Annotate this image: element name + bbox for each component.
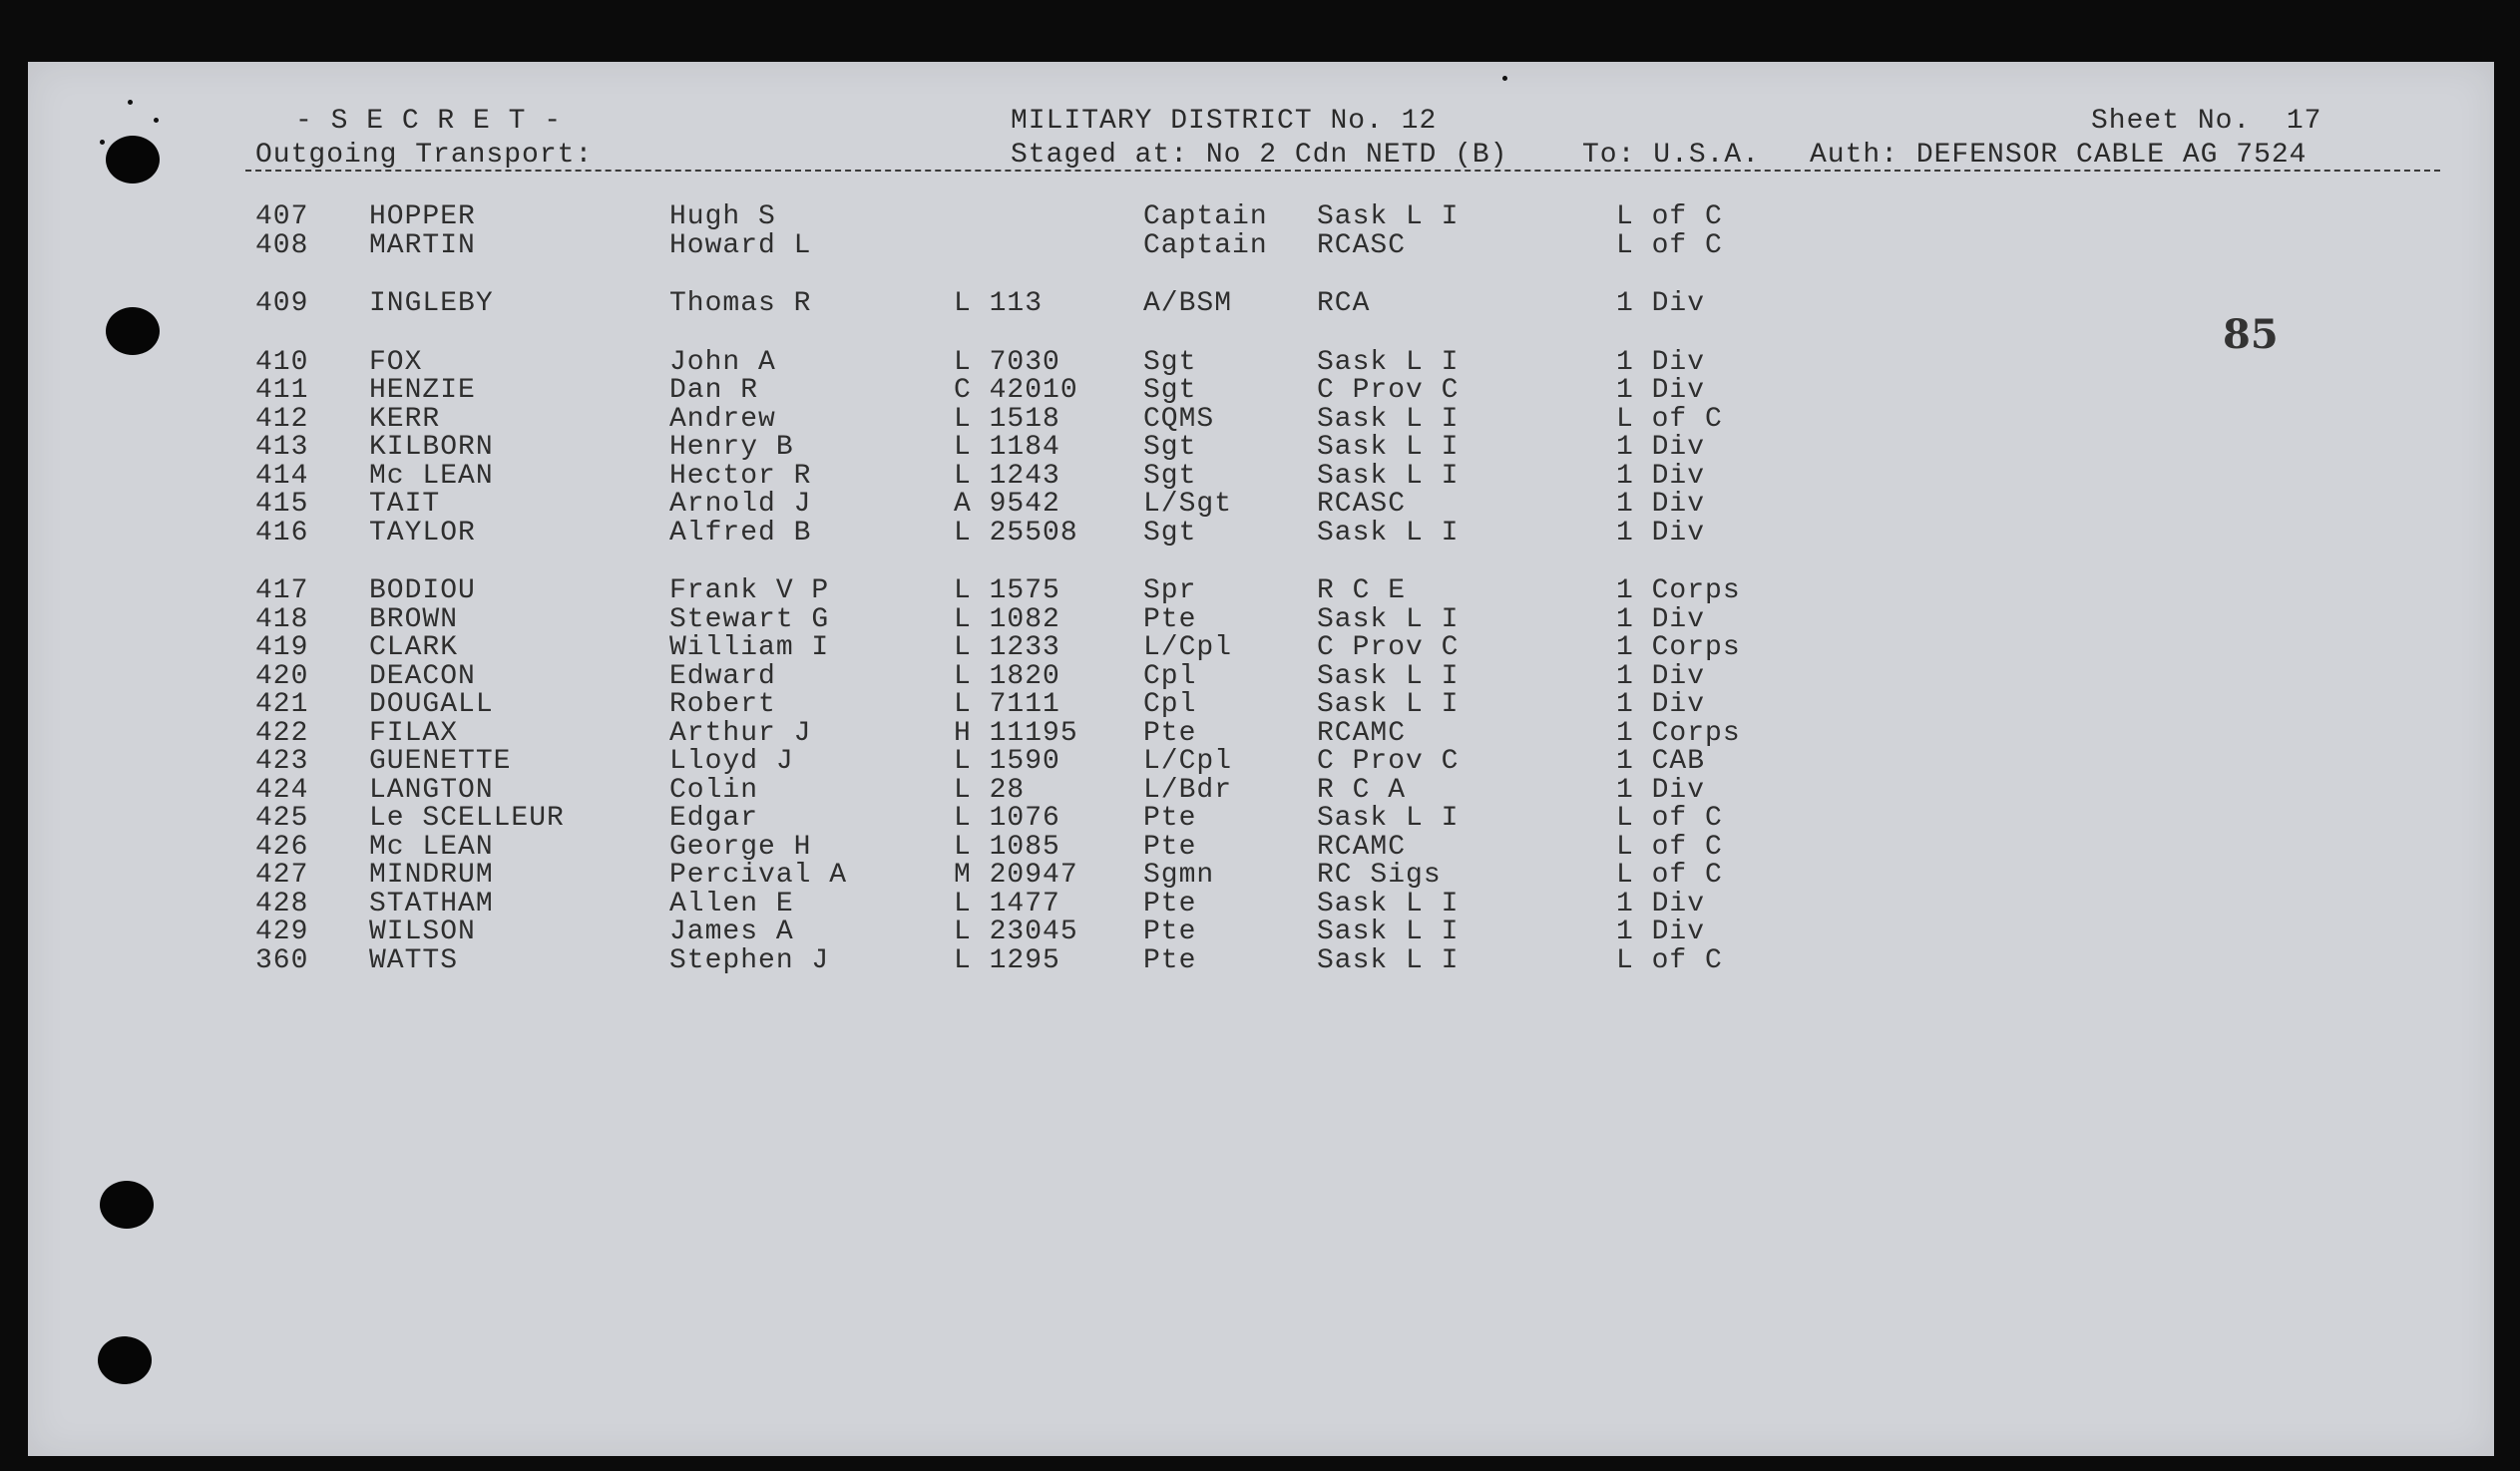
surname: INGLEBY [369,288,494,319]
entry-number: 422 [255,718,309,749]
given-names: Lloyd J [669,746,794,777]
rank: Captain [1143,201,1268,232]
formation: 1 Div [1616,375,1706,406]
formation: 1 Div [1616,889,1706,919]
formation: 1 Div [1616,661,1706,692]
given-names: Hector R [669,461,812,492]
entry-number: 429 [255,917,309,947]
given-names: Stewart G [669,604,830,635]
entry-number: 417 [255,575,309,606]
surname: CLARK [369,632,459,663]
regimental-number: L 1076 [954,803,1060,834]
formation: 1 Div [1616,432,1706,463]
entry-number: 418 [255,604,309,635]
formation: 1 Div [1616,604,1706,635]
formation: 1 Div [1616,489,1706,520]
rank: Spr [1143,575,1197,606]
destination: To: U.S.A. [1582,140,1761,171]
rank: Sgt [1143,432,1197,463]
regimental-number: L 7030 [954,347,1060,378]
formation: 1 Corps [1616,575,1741,606]
given-names: Howard L [669,230,812,261]
given-names: Thomas R [669,288,812,319]
unit: R C E [1317,575,1407,606]
table-row [28,575,2494,605]
formation: 1 Corps [1616,632,1741,663]
regimental-number: L 1233 [954,632,1060,663]
unit: Sask L I [1317,404,1460,435]
regimental-number: L 28 [954,775,1026,806]
formation: 1 Div [1616,518,1706,549]
table-row [28,518,2494,548]
table-row [28,803,2494,833]
given-names: James A [669,917,794,947]
given-names: Dan R [669,375,759,406]
entry-number: 410 [255,347,309,378]
regimental-number: L 1184 [954,432,1060,463]
regimental-number: L 1082 [954,604,1060,635]
regimental-number: L 1820 [954,661,1060,692]
table-row [28,604,2494,634]
given-names: Robert [669,689,776,720]
surname: TAYLOR [369,518,476,549]
entry-number: 424 [255,775,309,806]
surname: KERR [369,404,441,435]
unit: Sask L I [1317,945,1460,976]
given-names: Frank V P [669,575,830,606]
given-names: Andrew [669,404,776,435]
rank: Pte [1143,832,1197,863]
unit: R C A [1317,775,1407,806]
unit: C Prov C [1317,632,1460,663]
surname: DOUGALL [369,689,494,720]
regimental-number: L 1085 [954,832,1060,863]
rank: Sgt [1143,375,1197,406]
table-row [28,775,2494,805]
surname: BODIOU [369,575,476,606]
regimental-number: L 1243 [954,461,1060,492]
rank: L/Cpl [1143,746,1233,777]
given-names: Colin [669,775,759,806]
entry-number: 420 [255,661,309,692]
rank: L/Cpl [1143,632,1233,663]
unit: Sask L I [1317,461,1460,492]
table-row [28,347,2494,377]
surname: FILAX [369,718,459,749]
table-row [28,632,2494,662]
rank: Pte [1143,718,1197,749]
surname: STATHAM [369,889,494,919]
unit: RCAMC [1317,718,1407,749]
unit: Sask L I [1317,889,1460,919]
table-row [28,489,2494,519]
regimental-number: A 9542 [954,489,1060,520]
surname: LANGTON [369,775,494,806]
given-names: Alfred B [669,518,812,549]
unit: RCASC [1317,489,1407,520]
rank: Pte [1143,945,1197,976]
rank: Pte [1143,604,1197,635]
rank: Pte [1143,889,1197,919]
surname: Le SCELLEUR [369,803,565,834]
table-row [28,432,2494,462]
regimental-number: C 42010 [954,375,1078,406]
rank: Cpl [1143,661,1197,692]
entry-number: 425 [255,803,309,834]
surname: Mc LEAN [369,461,494,492]
punch-hole [106,136,160,184]
given-names: Arthur J [669,718,812,749]
rank: Pte [1143,803,1197,834]
unit: Sask L I [1317,518,1460,549]
entry-number: 407 [255,201,309,232]
ink-speck [128,100,133,105]
rank: Sgmn [1143,860,1215,891]
table-row [28,288,2494,318]
given-names: Hugh S [669,201,776,232]
surname: HOPPER [369,201,476,232]
formation: 1 Div [1616,347,1706,378]
surname: HENZIE [369,375,476,406]
entry-number: 413 [255,432,309,463]
unit: RC Sigs [1317,860,1442,891]
entry-number: 415 [255,489,309,520]
unit: RCAMC [1317,832,1407,863]
surname: WILSON [369,917,476,947]
surname: KILBORN [369,432,494,463]
sheet-number: Sheet No. 17 [2091,106,2322,137]
given-names: Stephen J [669,945,830,976]
surname: FOX [369,347,423,378]
table-row [28,461,2494,491]
staged-at: Staged at: No 2 Cdn NETD (B) [1011,140,1508,171]
table-row [28,661,2494,691]
rank: L/Bdr [1143,775,1233,806]
rank: A/BSM [1143,288,1233,319]
given-names: George H [669,832,812,863]
regimental-number: L 25508 [954,518,1078,549]
regimental-number: L 1295 [954,945,1060,976]
formation: 1 Div [1616,461,1706,492]
table-row [28,718,2494,748]
formation: L of C [1616,201,1723,232]
table-row [28,917,2494,946]
ink-speck [1502,76,1507,81]
unit: RCA [1317,288,1371,319]
surname: DEACON [369,661,476,692]
given-names: William I [669,632,830,663]
formation: L of C [1616,832,1723,863]
unit: Sask L I [1317,803,1460,834]
formation: 1 Div [1616,917,1706,947]
ink-speck [154,118,159,123]
document-subtitle: Outgoing Transport: [255,140,594,171]
entry-number: 428 [255,889,309,919]
unit: RCASC [1317,230,1407,261]
surname: BROWN [369,604,459,635]
entry-number: 423 [255,746,309,777]
ink-speck [100,140,105,145]
unit: Sask L I [1317,689,1460,720]
regimental-number: H 11195 [954,718,1078,749]
entry-number: 408 [255,230,309,261]
table-row [28,201,2494,231]
table-row [28,889,2494,919]
formation: L of C [1616,230,1723,261]
entry-number: 411 [255,375,309,406]
formation: L of C [1616,803,1723,834]
formation: 1 Div [1616,288,1706,319]
given-names: John A [669,347,776,378]
regimental-number: L 1477 [954,889,1060,919]
punch-hole [100,1181,154,1229]
regimental-number: L 7111 [954,689,1060,720]
formation: 1 CAB [1616,746,1706,777]
unit: Sask L I [1317,432,1460,463]
formation: L of C [1616,945,1723,976]
table-row [28,689,2494,719]
unit: Sask L I [1317,661,1460,692]
rank: Cpl [1143,689,1197,720]
table-row [28,832,2494,862]
table-row [28,404,2494,434]
table-row [28,860,2494,890]
rank: Pte [1143,917,1197,947]
classification-label: - S E C R E T - [295,106,563,137]
unit: Sask L I [1317,917,1460,947]
surname: MARTIN [369,230,476,261]
entry-number: 414 [255,461,309,492]
authority: Auth: DEFENSOR CABLE AG 7524 [1810,140,2308,171]
formation: 1 Corps [1616,718,1741,749]
rank: Sgt [1143,347,1197,378]
regimental-number: L 113 [954,288,1044,319]
rank: L/Sgt [1143,489,1233,520]
rank: Captain [1143,230,1268,261]
entry-number: 360 [255,945,309,976]
entry-number: 412 [255,404,309,435]
regimental-number: L 1575 [954,575,1060,606]
regimental-number: L 1518 [954,404,1060,435]
table-row [28,746,2494,776]
unit: Sask L I [1317,604,1460,635]
given-names: Percival A [669,860,848,891]
surname: TAIT [369,489,441,520]
table-row [28,375,2494,405]
unit: C Prov C [1317,375,1460,406]
entry-number: 419 [255,632,309,663]
entry-number: 426 [255,832,309,863]
rank: CQMS [1143,404,1215,435]
surname: Mc LEAN [369,832,494,863]
formation: L of C [1616,860,1723,891]
rank: Sgt [1143,461,1197,492]
entry-number: 409 [255,288,309,319]
surname: WATTS [369,945,459,976]
regimental-number: M 20947 [954,860,1078,891]
given-names: Edward [669,661,776,692]
given-names: Henry B [669,432,794,463]
surname: GUENETTE [369,746,512,777]
formation: L of C [1616,404,1723,435]
unit: C Prov C [1317,746,1460,777]
rank: Sgt [1143,518,1197,549]
regimental-number: L 1590 [954,746,1060,777]
given-names: Arnold J [669,489,812,520]
unit: Sask L I [1317,201,1460,232]
unit: Sask L I [1317,347,1460,378]
punch-hole [98,1336,152,1384]
formation: 1 Div [1616,775,1706,806]
given-names: Allen E [669,889,794,919]
given-names: Edgar [669,803,759,834]
header-rule [245,170,2440,172]
military-district: MILITARY DISTRICT No. 12 [1011,106,1438,137]
entry-number: 427 [255,860,309,891]
formation: 1 Div [1616,689,1706,720]
page-stamp-number: 85 [2223,311,2279,358]
table-row [28,230,2494,260]
entry-number: 421 [255,689,309,720]
surname: MINDRUM [369,860,494,891]
table-row [28,945,2494,975]
document-sheet [28,62,2494,1456]
regimental-number: L 23045 [954,917,1078,947]
entry-number: 416 [255,518,309,549]
